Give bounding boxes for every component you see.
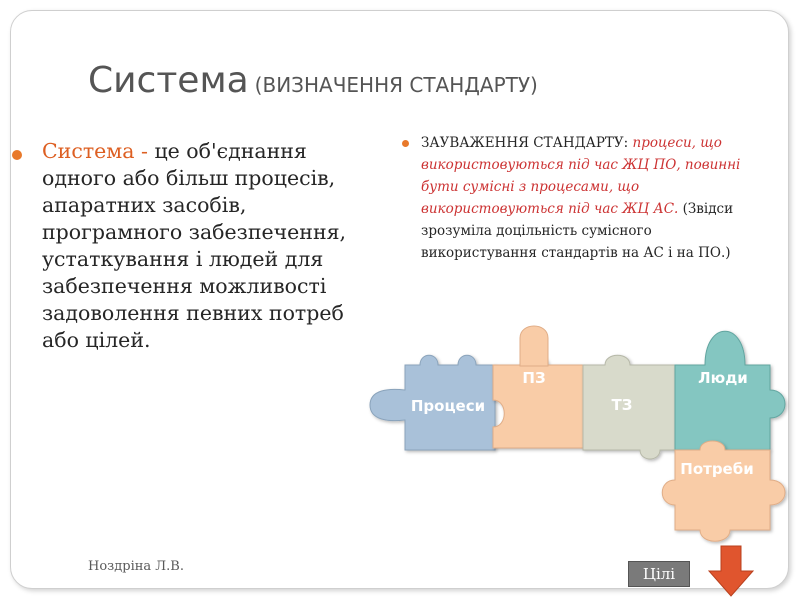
definition-separator: - [134,139,155,163]
puzzle-piece-people [675,331,785,450]
puzzle-tab-pz-top [520,326,548,366]
remark-label: ЗАУВАЖЕННЯ СТАНДАРТУ: [421,135,633,151]
goals-button[interactable]: Цілі [628,561,690,587]
puzzle-label-pz: ПЗ [522,369,546,387]
remark-note: (Звідси зрозуміла доцільність сумісного використування стандартів на АС і на ПО.) [421,201,734,261]
definition-text: це об'єднання одного або більш процесів, апаратних засобів, програмного забезпечення, устаткування і людей для забезпечення можливості задоволення певних потреб або цілей. [42,139,347,352]
puzzle-label-processes: Процеси [410,397,486,415]
remark-italic: процеси, що використовуються під час ЖЦ ПО, повинні бути сумісні з процесами, що використовуються під час ЖЦ АС. [421,135,741,217]
puzzle-label-needs: Потреби [680,460,754,478]
down-arrow-icon[interactable] [709,546,753,596]
definition-term: Система [42,139,135,163]
title-subtitle: (ВИЗНАЧЕННЯ СТАНДАРТУ) [254,73,538,97]
puzzle-label-people: Люди [698,369,748,387]
footer-author: Ноздріна Л.В. [88,559,184,574]
title-main: Система [88,60,249,101]
puzzle-label-tz: ТЗ [611,396,633,414]
puzzle-piece-needs [662,441,785,541]
